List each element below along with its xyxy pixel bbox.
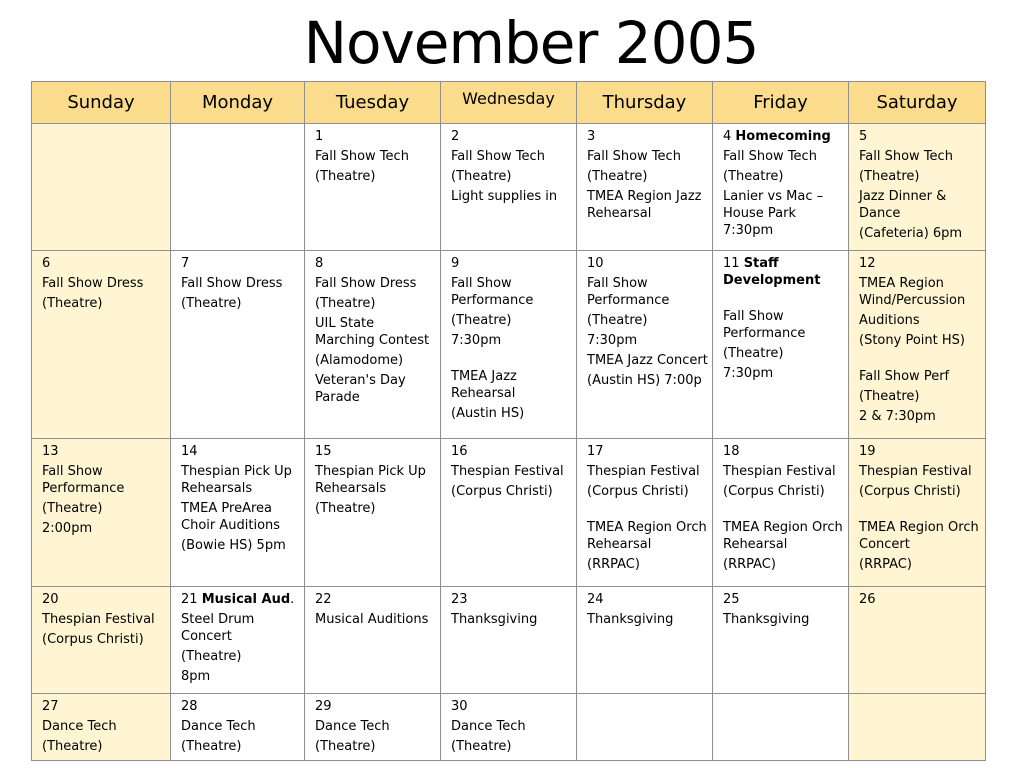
event-line: (RRPAC) [723, 557, 776, 572]
day-cell [32, 124, 171, 251]
day-header [181, 591, 300, 608]
event-line: (Corpus Christi) [587, 484, 689, 499]
event-line: TMEA Jazz Rehearsal [451, 369, 517, 401]
day-number: 12 [859, 256, 876, 271]
event-line: Thespian Festival [723, 464, 836, 479]
day-number: 24 [587, 592, 604, 607]
day-cell [32, 694, 171, 761]
day-cell [32, 251, 171, 439]
event-line: Dance Tech [451, 719, 526, 734]
day-number: 15 [315, 444, 332, 459]
day-cell [577, 251, 713, 439]
event-line: 7:30pm [587, 333, 638, 348]
event-line: (Theatre) [315, 501, 376, 516]
day-cell [305, 694, 441, 761]
event-line: (Theatre) [859, 169, 920, 184]
day-number: 23 [451, 592, 468, 607]
day-header [859, 591, 981, 608]
event-line: Auditions [859, 313, 920, 328]
event-line: TMEA Region Orch Rehearsal [587, 520, 707, 552]
event-line: (Theatre) [451, 169, 512, 184]
day-header [181, 255, 300, 272]
event-line: (Alamodome) [315, 353, 404, 368]
event-line: (Theatre) [451, 739, 512, 754]
event-line: Thespian Festival [859, 464, 972, 479]
day-number: 2 [451, 129, 460, 144]
event-line: (Stony Point HS) [859, 333, 965, 348]
day-number: 20 [42, 592, 59, 607]
day-header [859, 443, 981, 460]
week-row [32, 124, 986, 251]
day-number: 11 [723, 256, 740, 271]
day-highlight-event: Musical Aud [201, 592, 291, 607]
day-header [723, 255, 844, 289]
event-line: (Theatre) [315, 169, 376, 184]
event-line: Fall Show Performance [723, 309, 806, 341]
day-cell [849, 587, 986, 694]
event-line: 2:00pm [42, 521, 93, 536]
event-line: TMEA Jazz Concert [587, 353, 708, 368]
line-spacer [451, 352, 572, 368]
event-line: 2 & 7:30pm [859, 409, 936, 424]
day-cell [32, 439, 171, 587]
day-cell [849, 124, 986, 251]
event-line: Fall Show Tech [723, 149, 817, 164]
event-line: Jazz Dinner & Dance [859, 189, 947, 221]
day-header [451, 698, 572, 715]
day-cell [849, 694, 986, 761]
day-number: 14 [181, 444, 198, 459]
event-line: (Corpus Christi) [42, 632, 144, 647]
week-row [32, 251, 986, 439]
day-cell [305, 124, 441, 251]
event-line: Thespian Festival [42, 612, 155, 627]
event-line: Fall Show Performance [451, 276, 534, 308]
day-header [181, 443, 300, 460]
event-line: (RRPAC) [859, 557, 912, 572]
event-line: (Theatre) [587, 313, 648, 328]
day-cell [713, 124, 849, 251]
event-line: (Bowie HS) 5pm [181, 538, 286, 553]
day-cell [32, 587, 171, 694]
day-number: 13 [42, 444, 59, 459]
day-number: 28 [181, 699, 198, 714]
event-line: UIL State Marching Contest [315, 316, 430, 348]
day-cell [441, 694, 577, 761]
day-number: 19 [859, 444, 876, 459]
event-line: TMEA Region Wind/Percussion [859, 276, 966, 308]
day-header [181, 698, 300, 715]
day-number: 4 [723, 129, 732, 144]
event-line: Fall Show Performance [42, 464, 125, 496]
day-cell [713, 251, 849, 439]
event-line: (Corpus Christi) [723, 484, 825, 499]
day-header [587, 255, 708, 272]
weekday-header-friday: Friday [713, 82, 849, 124]
week-row [32, 587, 986, 694]
event-line: (Theatre) [315, 739, 376, 754]
day-number: 9 [451, 256, 460, 271]
weekday-header-sunday: Sunday [32, 82, 171, 124]
day-number: 17 [587, 444, 604, 459]
day-highlight-event: Homecoming [735, 129, 831, 144]
event-line: TMEA Region Jazz Rehearsal [587, 189, 702, 221]
day-cell [171, 587, 305, 694]
day-cell [171, 124, 305, 251]
week-row [32, 439, 986, 587]
event-line: (Theatre) [181, 296, 242, 311]
event-line: Dance Tech [181, 719, 256, 734]
day-header [451, 443, 572, 460]
day-number: 25 [723, 592, 740, 607]
day-header [723, 591, 844, 608]
day-cell [305, 439, 441, 587]
day-header [859, 128, 981, 145]
event-line: Musical Auditions [315, 612, 429, 627]
day-header [42, 255, 166, 272]
event-line: TMEA Region Orch Concert [859, 520, 979, 552]
day-header [315, 443, 436, 460]
line-spacer [723, 292, 844, 308]
day-cell [713, 587, 849, 694]
week-row [32, 694, 986, 761]
event-line: (Austin HS) 7:00p [587, 373, 702, 388]
day-number: 27 [42, 699, 59, 714]
event-line: (RRPAC) [587, 557, 640, 572]
day-cell [305, 587, 441, 694]
day-header [587, 128, 708, 145]
weekday-header-thursday: Thursday [577, 82, 713, 124]
day-header [315, 698, 436, 715]
day-number: 21 [181, 592, 198, 607]
event-line: Lanier vs Mac – House Park 7:30pm [723, 189, 824, 238]
day-cell [577, 439, 713, 587]
event-line: Fall Show Tech [587, 149, 681, 164]
line-spacer [859, 352, 981, 368]
event-line: Thespian Festival [451, 464, 564, 479]
day-cell [849, 439, 986, 587]
day-cell [713, 439, 849, 587]
day-number: 7 [181, 256, 190, 271]
event-line: (Theatre) [451, 313, 512, 328]
day-header [587, 591, 708, 608]
event-line: Fall Show Dress [181, 276, 283, 291]
event-line: Thanksgiving [451, 612, 538, 627]
event-line: (Corpus Christi) [859, 484, 961, 499]
line-spacer [859, 503, 981, 519]
day-cell [171, 251, 305, 439]
weekday-header-tuesday: Tuesday [305, 82, 441, 124]
day-number: 30 [451, 699, 468, 714]
day-header [315, 128, 436, 145]
event-line: TMEA Region Orch Rehearsal [723, 520, 843, 552]
day-number: 1 [315, 129, 324, 144]
day-header [451, 255, 572, 272]
event-line: Thespian Pick Up Rehearsals [315, 464, 426, 496]
event-line: (Cafeteria) 6pm [859, 226, 963, 241]
event-line: Thanksgiving [723, 612, 810, 627]
day-number: 26 [859, 592, 876, 607]
day-cell [577, 694, 713, 761]
event-line: (Theatre) [859, 389, 920, 404]
event-line: Fall Show Tech [451, 149, 545, 164]
day-header [42, 591, 166, 608]
event-line: (Theatre) [42, 501, 103, 516]
day-number: 5 [859, 129, 868, 144]
day-highlight-suffix: . [290, 592, 295, 607]
day-number: 29 [315, 699, 332, 714]
event-line: (Theatre) [723, 169, 784, 184]
day-header [315, 255, 436, 272]
day-number: 10 [587, 256, 604, 271]
event-line: Light supplies in [451, 189, 558, 204]
event-line: Veteran's Day Parade [315, 373, 406, 405]
day-header [859, 255, 981, 272]
event-line: Dance Tech [315, 719, 390, 734]
line-spacer [587, 503, 708, 519]
day-cell [441, 251, 577, 439]
day-cell [441, 124, 577, 251]
day-highlight-event: Staff Development [723, 256, 821, 288]
event-line: Thespian Festival [587, 464, 700, 479]
day-cell [713, 694, 849, 761]
day-header [723, 443, 844, 460]
day-cell [441, 439, 577, 587]
event-line: Thespian Pick Up Rehearsals [181, 464, 292, 496]
event-line: (Theatre) [723, 346, 784, 361]
day-number: 22 [315, 592, 332, 607]
day-cell [305, 251, 441, 439]
day-cell [577, 124, 713, 251]
event-line: Dance Tech [42, 719, 117, 734]
event-line: 7:30pm [451, 333, 502, 348]
event-line: Fall Show Dress [315, 276, 417, 291]
day-header [451, 591, 572, 608]
event-line: Fall Show Tech [315, 149, 409, 164]
day-header [42, 443, 166, 460]
calendar-grid [31, 81, 986, 761]
event-line: Fall Show Tech [859, 149, 953, 164]
line-spacer [723, 503, 844, 519]
day-number: 16 [451, 444, 468, 459]
day-number: 3 [587, 129, 596, 144]
event-line: Thanksgiving [587, 612, 674, 627]
event-line: 7:30pm [723, 366, 774, 381]
event-line: Steel Drum Concert [181, 612, 255, 644]
day-number: 6 [42, 256, 51, 271]
event-line: (Theatre) [181, 649, 242, 664]
day-header [315, 591, 436, 608]
event-line: (Theatre) [181, 739, 242, 754]
day-cell [171, 694, 305, 761]
event-line: (Theatre) [42, 739, 103, 754]
page-title: November 2005 [303, 9, 759, 77]
weekday-header-row [32, 82, 986, 124]
weekday-header-wednesday: Wednesday [441, 82, 577, 124]
event-line: (Austin HS) [451, 406, 525, 421]
event-line: 8pm [181, 669, 211, 684]
weekday-header-saturday: Saturday [849, 82, 986, 124]
event-line: TMEA PreArea Choir Auditions [181, 501, 281, 533]
day-cell [441, 587, 577, 694]
day-header [451, 128, 572, 145]
event-line: Fall Show Perf [859, 369, 950, 384]
day-header [587, 443, 708, 460]
day-number: 8 [315, 256, 324, 271]
day-cell [577, 587, 713, 694]
day-cell [171, 439, 305, 587]
day-cell [849, 251, 986, 439]
day-header [723, 128, 844, 145]
event-line: (Corpus Christi) [451, 484, 553, 499]
day-header [42, 698, 166, 715]
event-line: (Theatre) [42, 296, 103, 311]
event-line: Fall Show Dress [42, 276, 144, 291]
event-line: Fall Show Performance [587, 276, 670, 308]
event-line: (Theatre) [587, 169, 648, 184]
event-line: (Theatre) [315, 296, 376, 311]
day-number: 18 [723, 444, 740, 459]
weekday-header-monday: Monday [171, 82, 305, 124]
